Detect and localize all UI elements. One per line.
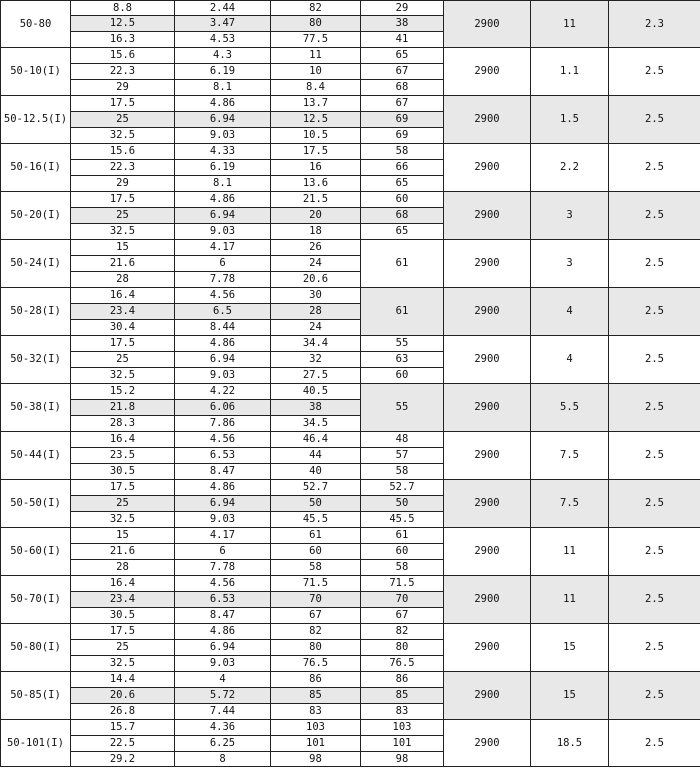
efficiency-cell: 55 [361, 336, 444, 352]
model-cell: 50-32(I) [1, 336, 71, 384]
head-cell: 8.4 [271, 80, 361, 96]
flow-m3h-cell: 32.5 [71, 512, 175, 528]
efficiency-cell: 41 [361, 32, 444, 48]
table-row [1, 480, 700, 496]
head-cell: 16 [271, 160, 361, 176]
flow-ls-cell: 4.22 [175, 384, 271, 400]
flow-ls-cell: 4.33 [175, 144, 271, 160]
head-cell: 67 [271, 608, 361, 624]
head-cell: 24 [271, 320, 361, 336]
power-cell: 7.5 [531, 480, 609, 528]
efficiency-cell: 101 [361, 736, 444, 752]
speed-cell: 2900 [444, 192, 531, 240]
efficiency-cell: 70 [361, 592, 444, 608]
power-cell: 5.5 [531, 384, 609, 432]
model-cell: 50-20(I) [1, 192, 71, 240]
flow-ls-cell: 6.53 [175, 592, 271, 608]
flow-ls-cell: 6.19 [175, 160, 271, 176]
efficiency-cell: 69 [361, 128, 444, 144]
efficiency-cell: 69 [361, 112, 444, 128]
head-cell: 26 [271, 240, 361, 256]
flow-ls-cell: 7.86 [175, 416, 271, 432]
table-row [1, 144, 700, 160]
flow-m3h-cell: 21.6 [71, 544, 175, 560]
speed-cell: 2900 [444, 96, 531, 144]
flow-ls-cell: 6.5 [175, 304, 271, 320]
power-cell: 1.5 [531, 96, 609, 144]
flow-ls-cell: 9.03 [175, 224, 271, 240]
head-cell: 24 [271, 256, 361, 272]
flow-m3h-cell: 16.3 [71, 32, 175, 48]
power-cell: 11 [531, 1, 609, 48]
efficiency-cell: 55 [361, 384, 444, 432]
head-cell: 45.5 [271, 512, 361, 528]
power-cell: 7.5 [531, 432, 609, 480]
flow-ls-cell: 7.78 [175, 272, 271, 288]
model-cell: 50-10(I) [1, 48, 71, 96]
head-cell: 27.5 [271, 368, 361, 384]
npsh-cell: 2.5 [609, 432, 700, 480]
npsh-cell: 2.5 [609, 624, 700, 672]
model-cell: 50-24(I) [1, 240, 71, 288]
efficiency-cell: 98 [361, 752, 444, 767]
model-cell: 50-60(I) [1, 528, 71, 576]
model-cell: 50-101(I) [1, 720, 71, 767]
flow-m3h-cell: 23.4 [71, 304, 175, 320]
flow-ls-cell: 4.56 [175, 288, 271, 304]
head-cell: 50 [271, 496, 361, 512]
flow-m3h-cell: 17.5 [71, 624, 175, 640]
power-cell: 15 [531, 672, 609, 720]
efficiency-cell: 52.7 [361, 480, 444, 496]
head-cell: 85 [271, 688, 361, 704]
npsh-cell: 2.5 [609, 672, 700, 720]
flow-m3h-cell: 15 [71, 528, 175, 544]
flow-ls-cell: 6 [175, 544, 271, 560]
flow-ls-cell: 8.1 [175, 176, 271, 192]
flow-m3h-cell: 23.4 [71, 592, 175, 608]
table-row [1, 96, 700, 112]
flow-m3h-cell: 16.4 [71, 288, 175, 304]
power-cell: 4 [531, 336, 609, 384]
flow-m3h-cell: 15.7 [71, 720, 175, 736]
table-row [1, 672, 700, 688]
flow-ls-cell: 6.94 [175, 208, 271, 224]
efficiency-cell: 65 [361, 176, 444, 192]
npsh-cell: 2.5 [609, 48, 700, 96]
efficiency-cell: 58 [361, 560, 444, 576]
head-cell: 71.5 [271, 576, 361, 592]
table-row [1, 48, 700, 64]
head-cell: 13.7 [271, 96, 361, 112]
flow-m3h-cell: 30.5 [71, 464, 175, 480]
efficiency-cell: 58 [361, 464, 444, 480]
flow-m3h-cell: 32.5 [71, 128, 175, 144]
efficiency-cell: 68 [361, 208, 444, 224]
power-cell: 18.5 [531, 720, 609, 767]
flow-m3h-cell: 29.2 [71, 752, 175, 767]
flow-m3h-cell: 30.4 [71, 320, 175, 336]
flow-ls-cell: 2.44 [175, 1, 271, 16]
flow-ls-cell: 8.44 [175, 320, 271, 336]
model-cell: 50-80(I) [1, 624, 71, 672]
power-cell: 11 [531, 576, 609, 624]
npsh-cell: 2.3 [609, 1, 700, 48]
head-cell: 20.6 [271, 272, 361, 288]
head-cell: 60 [271, 544, 361, 560]
speed-cell: 2900 [444, 144, 531, 192]
efficiency-cell: 38 [361, 16, 444, 32]
efficiency-cell: 50 [361, 496, 444, 512]
table-row [1, 288, 700, 304]
flow-ls-cell: 6.94 [175, 496, 271, 512]
flow-m3h-cell: 30.5 [71, 608, 175, 624]
efficiency-cell: 57 [361, 448, 444, 464]
flow-ls-cell: 9.03 [175, 128, 271, 144]
efficiency-cell: 61 [361, 240, 444, 288]
flow-m3h-cell: 17.5 [71, 480, 175, 496]
head-cell: 61 [271, 528, 361, 544]
head-cell: 10 [271, 64, 361, 80]
flow-m3h-cell: 20.6 [71, 688, 175, 704]
power-cell: 11 [531, 528, 609, 576]
efficiency-cell: 60 [361, 192, 444, 208]
flow-m3h-cell: 15.2 [71, 384, 175, 400]
flow-ls-cell: 9.03 [175, 512, 271, 528]
table-row [1, 240, 700, 256]
head-cell: 28 [271, 304, 361, 320]
efficiency-cell: 86 [361, 672, 444, 688]
model-cell: 50-38(I) [1, 384, 71, 432]
head-cell: 58 [271, 560, 361, 576]
power-cell: 4 [531, 288, 609, 336]
flow-ls-cell: 8.47 [175, 464, 271, 480]
flow-m3h-cell: 28 [71, 560, 175, 576]
efficiency-cell: 29 [361, 1, 444, 16]
speed-cell: 2900 [444, 240, 531, 288]
speed-cell: 2900 [444, 528, 531, 576]
table-row [1, 528, 700, 544]
efficiency-cell: 67 [361, 96, 444, 112]
model-cell: 50-28(I) [1, 288, 71, 336]
npsh-cell: 2.5 [609, 384, 700, 432]
efficiency-cell: 66 [361, 160, 444, 176]
flow-m3h-cell: 17.5 [71, 192, 175, 208]
efficiency-cell: 82 [361, 624, 444, 640]
flow-m3h-cell: 15.6 [71, 144, 175, 160]
efficiency-cell: 61 [361, 288, 444, 336]
flow-ls-cell: 4.53 [175, 32, 271, 48]
efficiency-cell: 83 [361, 704, 444, 720]
speed-cell: 2900 [444, 432, 531, 480]
speed-cell: 2900 [444, 48, 531, 96]
power-cell: 3 [531, 192, 609, 240]
flow-m3h-cell: 29 [71, 80, 175, 96]
flow-ls-cell: 4.17 [175, 240, 271, 256]
npsh-cell: 2.5 [609, 336, 700, 384]
flow-m3h-cell: 21.8 [71, 400, 175, 416]
table-row [1, 336, 700, 352]
head-cell: 46.4 [271, 432, 361, 448]
flow-m3h-cell: 23.5 [71, 448, 175, 464]
efficiency-cell: 45.5 [361, 512, 444, 528]
head-cell: 80 [271, 640, 361, 656]
pump-spec-table-body [1, 1, 700, 767]
flow-ls-cell: 6.94 [175, 112, 271, 128]
head-cell: 40.5 [271, 384, 361, 400]
flow-m3h-cell: 32.5 [71, 368, 175, 384]
flow-m3h-cell: 17.5 [71, 96, 175, 112]
efficiency-cell: 76.5 [361, 656, 444, 672]
model-cell: 50-85(I) [1, 672, 71, 720]
speed-cell: 2900 [444, 288, 531, 336]
power-cell: 1.1 [531, 48, 609, 96]
flow-m3h-cell: 25 [71, 640, 175, 656]
head-cell: 12.5 [271, 112, 361, 128]
speed-cell: 2900 [444, 576, 531, 624]
efficiency-cell: 80 [361, 640, 444, 656]
flow-ls-cell: 4.86 [175, 336, 271, 352]
speed-cell: 2900 [444, 384, 531, 432]
flow-m3h-cell: 16.4 [71, 432, 175, 448]
head-cell: 101 [271, 736, 361, 752]
efficiency-cell: 103 [361, 720, 444, 736]
power-cell: 2.2 [531, 144, 609, 192]
flow-m3h-cell: 25 [71, 352, 175, 368]
flow-ls-cell: 8 [175, 752, 271, 767]
speed-cell: 2900 [444, 336, 531, 384]
flow-ls-cell: 6.53 [175, 448, 271, 464]
npsh-cell: 2.5 [609, 480, 700, 528]
flow-ls-cell: 9.03 [175, 368, 271, 384]
npsh-cell: 2.5 [609, 192, 700, 240]
flow-m3h-cell: 15 [71, 240, 175, 256]
flow-ls-cell: 4.56 [175, 432, 271, 448]
flow-m3h-cell: 21.6 [71, 256, 175, 272]
flow-m3h-cell: 25 [71, 496, 175, 512]
head-cell: 32 [271, 352, 361, 368]
flow-ls-cell: 6.25 [175, 736, 271, 752]
flow-m3h-cell: 22.5 [71, 736, 175, 752]
model-cell: 50-70(I) [1, 576, 71, 624]
flow-m3h-cell: 22.3 [71, 160, 175, 176]
model-cell: 50-44(I) [1, 432, 71, 480]
model-cell: 50-16(I) [1, 144, 71, 192]
flow-ls-cell: 4.86 [175, 624, 271, 640]
head-cell: 83 [271, 704, 361, 720]
efficiency-cell: 68 [361, 80, 444, 96]
flow-m3h-cell: 8.8 [71, 1, 175, 16]
head-cell: 18 [271, 224, 361, 240]
table-row [1, 1, 700, 16]
flow-ls-cell: 6.94 [175, 640, 271, 656]
head-cell: 44 [271, 448, 361, 464]
efficiency-cell: 71.5 [361, 576, 444, 592]
flow-m3h-cell: 25 [71, 112, 175, 128]
flow-m3h-cell: 12.5 [71, 16, 175, 32]
table-row [1, 432, 700, 448]
model-cell: 50-12.5(I) [1, 96, 71, 144]
flow-m3h-cell: 28 [71, 272, 175, 288]
head-cell: 30 [271, 288, 361, 304]
efficiency-cell: 61 [361, 528, 444, 544]
npsh-cell: 2.5 [609, 576, 700, 624]
head-cell: 52.7 [271, 480, 361, 496]
efficiency-cell: 63 [361, 352, 444, 368]
head-cell: 70 [271, 592, 361, 608]
flow-ls-cell: 8.1 [175, 80, 271, 96]
flow-ls-cell: 4.17 [175, 528, 271, 544]
speed-cell: 2900 [444, 1, 531, 48]
head-cell: 76.5 [271, 656, 361, 672]
head-cell: 11 [271, 48, 361, 64]
flow-m3h-cell: 22.3 [71, 64, 175, 80]
flow-m3h-cell: 29 [71, 176, 175, 192]
speed-cell: 2900 [444, 624, 531, 672]
flow-ls-cell: 6 [175, 256, 271, 272]
flow-ls-cell: 4.86 [175, 192, 271, 208]
table-row [1, 720, 700, 736]
power-cell: 3 [531, 240, 609, 288]
flow-ls-cell: 4.56 [175, 576, 271, 592]
efficiency-cell: 60 [361, 368, 444, 384]
table-row [1, 576, 700, 592]
flow-m3h-cell: 15.6 [71, 48, 175, 64]
head-cell: 40 [271, 464, 361, 480]
npsh-cell: 2.5 [609, 288, 700, 336]
model-cell: 50-50(I) [1, 480, 71, 528]
efficiency-cell: 65 [361, 48, 444, 64]
flow-ls-cell: 6.06 [175, 400, 271, 416]
flow-ls-cell: 4.86 [175, 96, 271, 112]
npsh-cell: 2.5 [609, 720, 700, 767]
efficiency-cell: 65 [361, 224, 444, 240]
head-cell: 103 [271, 720, 361, 736]
table-row [1, 384, 700, 400]
npsh-cell: 2.5 [609, 528, 700, 576]
head-cell: 21.5 [271, 192, 361, 208]
flow-m3h-cell: 14.4 [71, 672, 175, 688]
table-row [1, 192, 700, 208]
head-cell: 20 [271, 208, 361, 224]
npsh-cell: 2.5 [609, 96, 700, 144]
flow-m3h-cell: 32.5 [71, 224, 175, 240]
head-cell: 38 [271, 400, 361, 416]
flow-ls-cell: 4.36 [175, 720, 271, 736]
speed-cell: 2900 [444, 480, 531, 528]
model-cell: 50-80 [1, 1, 71, 48]
flow-ls-cell: 7.44 [175, 704, 271, 720]
efficiency-cell: 60 [361, 544, 444, 560]
head-cell: 86 [271, 672, 361, 688]
head-cell: 13.6 [271, 176, 361, 192]
flow-m3h-cell: 25 [71, 208, 175, 224]
efficiency-cell: 48 [361, 432, 444, 448]
efficiency-cell: 67 [361, 64, 444, 80]
flow-ls-cell: 4.86 [175, 480, 271, 496]
efficiency-cell: 67 [361, 608, 444, 624]
head-cell: 10.5 [271, 128, 361, 144]
head-cell: 82 [271, 1, 361, 16]
npsh-cell: 2.5 [609, 144, 700, 192]
flow-ls-cell: 6.94 [175, 352, 271, 368]
flow-ls-cell: 8.47 [175, 608, 271, 624]
efficiency-cell: 85 [361, 688, 444, 704]
flow-ls-cell: 6.19 [175, 64, 271, 80]
power-cell: 15 [531, 624, 609, 672]
flow-m3h-cell: 28.3 [71, 416, 175, 432]
flow-m3h-cell: 17.5 [71, 336, 175, 352]
head-cell: 34.4 [271, 336, 361, 352]
head-cell: 98 [271, 752, 361, 767]
head-cell: 82 [271, 624, 361, 640]
flow-ls-cell: 4.3 [175, 48, 271, 64]
flow-ls-cell: 5.72 [175, 688, 271, 704]
head-cell: 80 [271, 16, 361, 32]
flow-m3h-cell: 26.8 [71, 704, 175, 720]
efficiency-cell: 58 [361, 144, 444, 160]
flow-ls-cell: 3.47 [175, 16, 271, 32]
flow-ls-cell: 9.03 [175, 656, 271, 672]
head-cell: 77.5 [271, 32, 361, 48]
speed-cell: 2900 [444, 720, 531, 767]
flow-m3h-cell: 16.4 [71, 576, 175, 592]
head-cell: 34.5 [271, 416, 361, 432]
flow-ls-cell: 7.78 [175, 560, 271, 576]
head-cell: 17.5 [271, 144, 361, 160]
npsh-cell: 2.5 [609, 240, 700, 288]
table-row [1, 624, 700, 640]
speed-cell: 2900 [444, 672, 531, 720]
flow-m3h-cell: 32.5 [71, 656, 175, 672]
flow-ls-cell: 4 [175, 672, 271, 688]
